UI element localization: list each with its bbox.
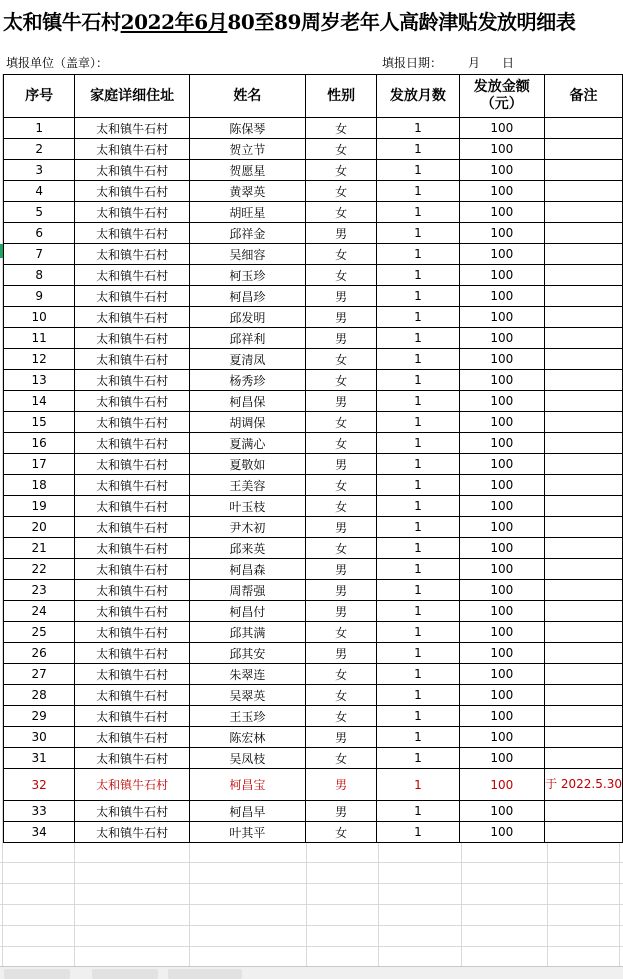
cell-no[interactable]: 9	[4, 286, 75, 307]
cell-amount[interactable]: 100	[459, 244, 545, 265]
cell-no[interactable]: 3	[4, 160, 75, 181]
cell-amount[interactable]: 100	[459, 454, 545, 475]
cell-months[interactable]: 1	[377, 412, 459, 433]
cell-remark[interactable]	[545, 580, 623, 601]
cell-no[interactable]: 8	[4, 265, 75, 286]
cell-no[interactable]: 23	[4, 580, 75, 601]
document-title	[0, 6, 623, 42]
cell-address[interactable]: 太和镇牛石村	[75, 328, 190, 349]
cell-remark[interactable]	[545, 349, 623, 370]
cell-gender[interactable]: 女	[305, 370, 376, 391]
cell-remark[interactable]	[545, 517, 623, 538]
allowance-table	[3, 74, 623, 843]
cell-months[interactable]: 1	[377, 349, 459, 370]
cell-gender[interactable]: 男	[305, 727, 376, 748]
cell-amount[interactable]: 100	[459, 727, 545, 748]
cell-name[interactable]: 叶其平	[189, 822, 305, 843]
cell-remark[interactable]	[545, 822, 623, 843]
cell-no[interactable]: 16	[4, 433, 75, 454]
cell-address[interactable]: 太和镇牛石村	[75, 727, 190, 748]
cell-no[interactable]: 34	[4, 822, 75, 843]
cell-amount[interactable]: 100	[459, 349, 545, 370]
cell-address[interactable]: 太和镇牛石村	[75, 244, 190, 265]
cell-address[interactable]: 太和镇牛石村	[75, 307, 190, 328]
table-row	[4, 538, 623, 559]
cell-name[interactable]: 胡调保	[189, 412, 305, 433]
cell-remark[interactable]	[545, 412, 623, 433]
cell-name[interactable]: 邱来英	[189, 538, 305, 559]
cell-no[interactable]: 22	[4, 559, 75, 580]
cell-amount[interactable]: 100	[459, 181, 545, 202]
cell-address[interactable]: 太和镇牛石村	[75, 538, 190, 559]
month-label: 月	[468, 56, 481, 70]
cell-name[interactable]: 邱其安	[189, 643, 305, 664]
cell-name[interactable]: 朱翠连	[189, 664, 305, 685]
cell-remark[interactable]	[545, 223, 623, 244]
table-row	[4, 706, 623, 727]
cell-remark[interactable]	[545, 328, 623, 349]
cell-name[interactable]: 胡旺星	[189, 202, 305, 223]
cell-months[interactable]: 1	[377, 559, 459, 580]
header-remark: 备注	[545, 75, 623, 118]
cell-months[interactable]: 1	[377, 118, 459, 139]
cell-remark[interactable]	[545, 433, 623, 454]
cell-gender[interactable]: 男	[305, 769, 376, 801]
cell-address[interactable]: 太和镇牛石村	[75, 286, 190, 307]
cell-remark[interactable]	[545, 454, 623, 475]
cell-gender[interactable]: 男	[305, 643, 376, 664]
cell-name[interactable]: 陈保琴	[189, 118, 305, 139]
cell-months[interactable]: 1	[377, 685, 459, 706]
cell-months[interactable]: 1	[377, 517, 459, 538]
cell-gender[interactable]: 男	[305, 391, 376, 412]
header-address: 家庭详细住址	[75, 75, 190, 118]
cell-name[interactable]: 柯昌宝	[189, 769, 305, 801]
header-name: 姓名	[189, 75, 305, 118]
table-row	[4, 244, 623, 265]
cell-gender[interactable]: 男	[305, 454, 376, 475]
cell-gender[interactable]: 女	[305, 748, 376, 769]
cell-address[interactable]: 太和镇牛石村	[75, 706, 190, 727]
cell-remark[interactable]	[545, 265, 623, 286]
cell-gender[interactable]: 女	[305, 265, 376, 286]
table-row	[4, 118, 623, 139]
cell-remark[interactable]	[545, 118, 623, 139]
cell-no[interactable]: 12	[4, 349, 75, 370]
cell-months[interactable]: 1	[377, 139, 459, 160]
cell-amount[interactable]: 100	[459, 559, 545, 580]
cell-months[interactable]: 1	[377, 160, 459, 181]
cell-name[interactable]: 夏敬如	[189, 454, 305, 475]
cell-name[interactable]: 邱发明	[189, 307, 305, 328]
cell-gender[interactable]: 女	[305, 118, 376, 139]
cell-months[interactable]: 1	[377, 664, 459, 685]
table-row	[4, 349, 623, 370]
cell-name[interactable]: 柯昌早	[189, 801, 305, 822]
sheet-tab-bar	[0, 966, 623, 979]
table-row	[4, 685, 623, 706]
cell-no[interactable]: 27	[4, 664, 75, 685]
cell-address[interactable]: 太和镇牛石村	[75, 801, 190, 822]
cell-amount[interactable]: 100	[459, 496, 545, 517]
cell-months[interactable]: 1	[377, 538, 459, 559]
cell-amount[interactable]: 100	[459, 643, 545, 664]
cell-gender[interactable]: 男	[305, 801, 376, 822]
table-row	[4, 265, 623, 286]
cell-address[interactable]: 太和镇牛石村	[75, 748, 190, 769]
cell-address[interactable]: 太和镇牛石村	[75, 580, 190, 601]
cell-amount[interactable]: 100	[459, 801, 545, 822]
cell-amount[interactable]: 100	[459, 685, 545, 706]
cell-no[interactable]: 30	[4, 727, 75, 748]
cell-address[interactable]: 太和镇牛石村	[75, 412, 190, 433]
cell-name[interactable]: 尹木初	[189, 517, 305, 538]
cell-name[interactable]: 邱祥金	[189, 223, 305, 244]
cell-gender[interactable]: 男	[305, 580, 376, 601]
table-row	[4, 391, 623, 412]
cell-address[interactable]: 太和镇牛石村	[75, 433, 190, 454]
cell-months[interactable]: 1	[377, 307, 459, 328]
cell-name[interactable]: 吴凤枝	[189, 748, 305, 769]
cell-months[interactable]: 1	[377, 769, 459, 801]
cell-no[interactable]: 28	[4, 685, 75, 706]
cell-no[interactable]: 18	[4, 475, 75, 496]
cell-no[interactable]: 6	[4, 223, 75, 244]
cell-address[interactable]: 太和镇牛石村	[75, 118, 190, 139]
cell-amount[interactable]: 100	[459, 391, 545, 412]
title-prefix: 太和镇牛石村	[3, 10, 121, 34]
cell-amount[interactable]: 100	[459, 475, 545, 496]
table-row	[4, 286, 623, 307]
cell-gender[interactable]: 女	[305, 412, 376, 433]
cell-remark[interactable]	[545, 181, 623, 202]
cell-name[interactable]: 邱祥利	[189, 328, 305, 349]
cell-months[interactable]: 1	[377, 475, 459, 496]
cell-gender[interactable]: 女	[305, 244, 376, 265]
cell-amount[interactable]: 100	[459, 769, 545, 801]
cell-amount[interactable]: 100	[459, 202, 545, 223]
cell-months[interactable]: 1	[377, 706, 459, 727]
table-row	[4, 475, 623, 496]
table-row	[4, 328, 623, 349]
cell-address[interactable]: 太和镇牛石村	[75, 475, 190, 496]
cell-remark[interactable]	[545, 664, 623, 685]
cell-remark[interactable]	[545, 202, 623, 223]
cell-no[interactable]: 13	[4, 370, 75, 391]
cell-months[interactable]: 1	[377, 748, 459, 769]
cell-address[interactable]: 太和镇牛石村	[75, 454, 190, 475]
title-date: 2022年6月	[120, 10, 228, 34]
cell-no[interactable]: 33	[4, 801, 75, 822]
table-row	[4, 454, 623, 475]
cell-gender[interactable]: 女	[305, 181, 376, 202]
cell-no[interactable]: 1	[4, 118, 75, 139]
cell-address[interactable]: 太和镇牛石村	[75, 265, 190, 286]
cell-no[interactable]: 31	[4, 748, 75, 769]
cell-months[interactable]: 1	[377, 202, 459, 223]
table-row	[4, 517, 623, 538]
cell-name[interactable]: 杨秀珍	[189, 370, 305, 391]
cell-months[interactable]: 1	[377, 181, 459, 202]
cell-amount[interactable]: 100	[459, 748, 545, 769]
cell-name[interactable]: 贺立节	[189, 139, 305, 160]
cell-name[interactable]: 叶玉枝	[189, 496, 305, 517]
cell-gender[interactable]: 男	[305, 223, 376, 244]
cell-gender[interactable]: 女	[305, 685, 376, 706]
table-row	[4, 370, 623, 391]
cell-remark[interactable]	[545, 706, 623, 727]
cell-amount[interactable]: 100	[459, 580, 545, 601]
cell-remark[interactable]	[545, 601, 623, 622]
cell-no[interactable]: 4	[4, 181, 75, 202]
table-row	[4, 748, 623, 769]
cell-name[interactable]: 吴细容	[189, 244, 305, 265]
cell-address[interactable]: 太和镇牛石村	[75, 622, 190, 643]
cell-no[interactable]: 21	[4, 538, 75, 559]
cell-amount[interactable]: 100	[459, 223, 545, 244]
cell-no[interactable]: 24	[4, 601, 75, 622]
cell-no[interactable]: 17	[4, 454, 75, 475]
cell-gender[interactable]: 女	[305, 822, 376, 843]
cell-name[interactable]: 吴翠英	[189, 685, 305, 706]
cell-amount[interactable]: 100	[459, 328, 545, 349]
table-row	[4, 202, 623, 223]
cell-gender[interactable]: 女	[305, 496, 376, 517]
cell-no[interactable]: 10	[4, 307, 75, 328]
table-header-row	[4, 75, 623, 118]
cell-name[interactable]: 柯昌森	[189, 559, 305, 580]
cell-name[interactable]: 柯昌付	[189, 601, 305, 622]
cell-remark[interactable]	[545, 801, 623, 822]
cell-remark[interactable]	[545, 286, 623, 307]
cell-no[interactable]: 20	[4, 517, 75, 538]
title-suffix: 80至89周岁老年人高龄津贴发放明细表	[227, 10, 576, 34]
table-row	[4, 801, 623, 822]
cell-amount[interactable]: 100	[459, 622, 545, 643]
cell-amount[interactable]: 100	[459, 307, 545, 328]
cell-amount[interactable]: 100	[459, 118, 545, 139]
cell-months[interactable]: 1	[377, 286, 459, 307]
cell-name[interactable]: 柯昌珍	[189, 286, 305, 307]
cell-no[interactable]: 19	[4, 496, 75, 517]
cell-amount[interactable]: 100	[459, 538, 545, 559]
cell-address[interactable]: 太和镇牛石村	[75, 391, 190, 412]
cell-remark[interactable]	[545, 559, 623, 580]
cell-gender[interactable]: 女	[305, 349, 376, 370]
table-row	[4, 559, 623, 580]
cell-no[interactable]: 2	[4, 139, 75, 160]
cell-name[interactable]: 夏清凤	[189, 349, 305, 370]
cell-name[interactable]: 柯昌保	[189, 391, 305, 412]
cell-gender[interactable]: 女	[305, 538, 376, 559]
cell-address[interactable]: 太和镇牛石村	[75, 769, 190, 801]
cell-no[interactable]: 11	[4, 328, 75, 349]
cell-address[interactable]: 太和镇牛石村	[75, 601, 190, 622]
cell-months[interactable]: 1	[377, 580, 459, 601]
cell-address[interactable]: 太和镇牛石村	[75, 664, 190, 685]
cell-gender[interactable]: 男	[305, 307, 376, 328]
cell-address[interactable]: 太和镇牛石村	[75, 643, 190, 664]
header-no: 序号	[4, 75, 75, 118]
cell-no[interactable]: 32	[4, 769, 75, 801]
table-row	[4, 643, 623, 664]
cell-months[interactable]: 1	[377, 822, 459, 843]
cell-name[interactable]: 王美容	[189, 475, 305, 496]
table-row	[4, 664, 623, 685]
cell-gender[interactable]: 女	[305, 664, 376, 685]
cell-name[interactable]: 周帮强	[189, 580, 305, 601]
cell-amount[interactable]: 100	[459, 265, 545, 286]
cell-remark[interactable]	[545, 727, 623, 748]
cell-address[interactable]: 太和镇牛石村	[75, 139, 190, 160]
cell-address[interactable]: 太和镇牛石村	[75, 496, 190, 517]
table-row	[4, 601, 623, 622]
cell-months[interactable]: 1	[377, 801, 459, 822]
cell-months[interactable]: 1	[377, 391, 459, 412]
table-row	[4, 496, 623, 517]
cell-months[interactable]: 1	[377, 601, 459, 622]
cell-months[interactable]: 1	[377, 496, 459, 517]
cell-amount[interactable]: 100	[459, 433, 545, 454]
cell-address[interactable]: 太和镇牛石村	[75, 223, 190, 244]
cell-months[interactable]: 1	[377, 643, 459, 664]
cell-remark[interactable]	[545, 475, 623, 496]
cell-gender[interactable]: 男	[305, 517, 376, 538]
cell-name[interactable]: 王玉珍	[189, 706, 305, 727]
table-row	[4, 181, 623, 202]
cell-address[interactable]: 太和镇牛石村	[75, 160, 190, 181]
cell-name[interactable]: 邱其满	[189, 622, 305, 643]
cell-months[interactable]: 1	[377, 433, 459, 454]
cell-address[interactable]: 太和镇牛石村	[75, 202, 190, 223]
cell-amount[interactable]: 100	[459, 139, 545, 160]
cell-gender[interactable]: 男	[305, 559, 376, 580]
cell-remark[interactable]	[545, 391, 623, 412]
table-row	[4, 223, 623, 244]
cell-name[interactable]: 柯玉珍	[189, 265, 305, 286]
cell-months[interactable]: 1	[377, 244, 459, 265]
cell-months[interactable]: 1	[377, 223, 459, 244]
cell-gender[interactable]: 男	[305, 328, 376, 349]
cell-amount[interactable]: 100	[459, 412, 545, 433]
cell-remark[interactable]	[545, 160, 623, 181]
cell-no[interactable]: 14	[4, 391, 75, 412]
cell-gender[interactable]: 女	[305, 622, 376, 643]
cell-name[interactable]: 夏满心	[189, 433, 305, 454]
table-row	[4, 433, 623, 454]
date-label: 填报日期：	[382, 56, 443, 70]
cell-months[interactable]: 1	[377, 727, 459, 748]
cell-amount[interactable]: 100	[459, 601, 545, 622]
cell-remark[interactable]	[545, 643, 623, 664]
table-row	[4, 307, 623, 328]
cell-no[interactable]: 15	[4, 412, 75, 433]
cell-remark[interactable]	[545, 139, 623, 160]
cell-months[interactable]: 1	[377, 370, 459, 391]
cell-months[interactable]: 1	[377, 454, 459, 475]
table-row	[4, 139, 623, 160]
cell-address[interactable]: 太和镇牛石村	[75, 822, 190, 843]
cell-remark[interactable]	[545, 538, 623, 559]
cell-address[interactable]: 太和镇牛石村	[75, 517, 190, 538]
header-amount: 发放金额（元）	[459, 75, 545, 118]
cell-no[interactable]: 26	[4, 643, 75, 664]
cell-address[interactable]: 太和镇牛石村	[75, 349, 190, 370]
cell-amount[interactable]: 100	[459, 664, 545, 685]
cell-remark[interactable]	[545, 307, 623, 328]
cell-no[interactable]: 25	[4, 622, 75, 643]
cell-no[interactable]: 5	[4, 202, 75, 223]
cell-gender[interactable]: 女	[305, 433, 376, 454]
cell-months[interactable]: 1	[377, 622, 459, 643]
table-row	[4, 580, 623, 601]
cell-gender[interactable]: 女	[305, 475, 376, 496]
table-row	[4, 412, 623, 433]
cell-months[interactable]: 1	[377, 265, 459, 286]
table-row	[4, 727, 623, 748]
cell-amount[interactable]: 100	[459, 517, 545, 538]
cell-months[interactable]: 1	[377, 328, 459, 349]
cell-gender[interactable]: 女	[305, 706, 376, 727]
cell-name[interactable]: 陈宏林	[189, 727, 305, 748]
cell-remark[interactable]	[545, 622, 623, 643]
cell-gender[interactable]: 女	[305, 202, 376, 223]
cell-remark[interactable]	[545, 244, 623, 265]
cell-amount[interactable]: 100	[459, 286, 545, 307]
cell-no[interactable]: 29	[4, 706, 75, 727]
cell-name[interactable]: 黄翠英	[189, 181, 305, 202]
table-row	[4, 160, 623, 181]
cell-remark[interactable]	[545, 685, 623, 706]
cell-address[interactable]: 太和镇牛石村	[75, 370, 190, 391]
cell-amount[interactable]: 100	[459, 370, 545, 391]
table-row	[4, 769, 623, 801]
cell-remark[interactable]: 于 2022.5.30	[545, 769, 623, 801]
header-months: 发放月数	[377, 75, 459, 118]
cell-gender[interactable]: 女	[305, 160, 376, 181]
cell-address[interactable]: 太和镇牛石村	[75, 559, 190, 580]
cell-amount[interactable]: 100	[459, 160, 545, 181]
table-row	[4, 622, 623, 643]
unit-label: 填报单位（盖章）：	[6, 56, 109, 70]
cell-name[interactable]: 贺愿星	[189, 160, 305, 181]
cell-remark[interactable]	[545, 748, 623, 769]
cell-amount[interactable]: 100	[459, 822, 545, 843]
cell-remark[interactable]	[545, 370, 623, 391]
cell-gender[interactable]: 男	[305, 601, 376, 622]
cell-remark[interactable]	[545, 496, 623, 517]
cell-address[interactable]: 太和镇牛石村	[75, 181, 190, 202]
cell-address[interactable]: 太和镇牛石村	[75, 685, 190, 706]
cell-gender[interactable]: 男	[305, 286, 376, 307]
cell-gender[interactable]: 女	[305, 139, 376, 160]
cell-no[interactable]: 7	[4, 244, 75, 265]
header-gender: 性别	[305, 75, 376, 118]
day-label: 日	[502, 56, 515, 70]
cell-amount[interactable]: 100	[459, 706, 545, 727]
table-row	[4, 822, 623, 843]
